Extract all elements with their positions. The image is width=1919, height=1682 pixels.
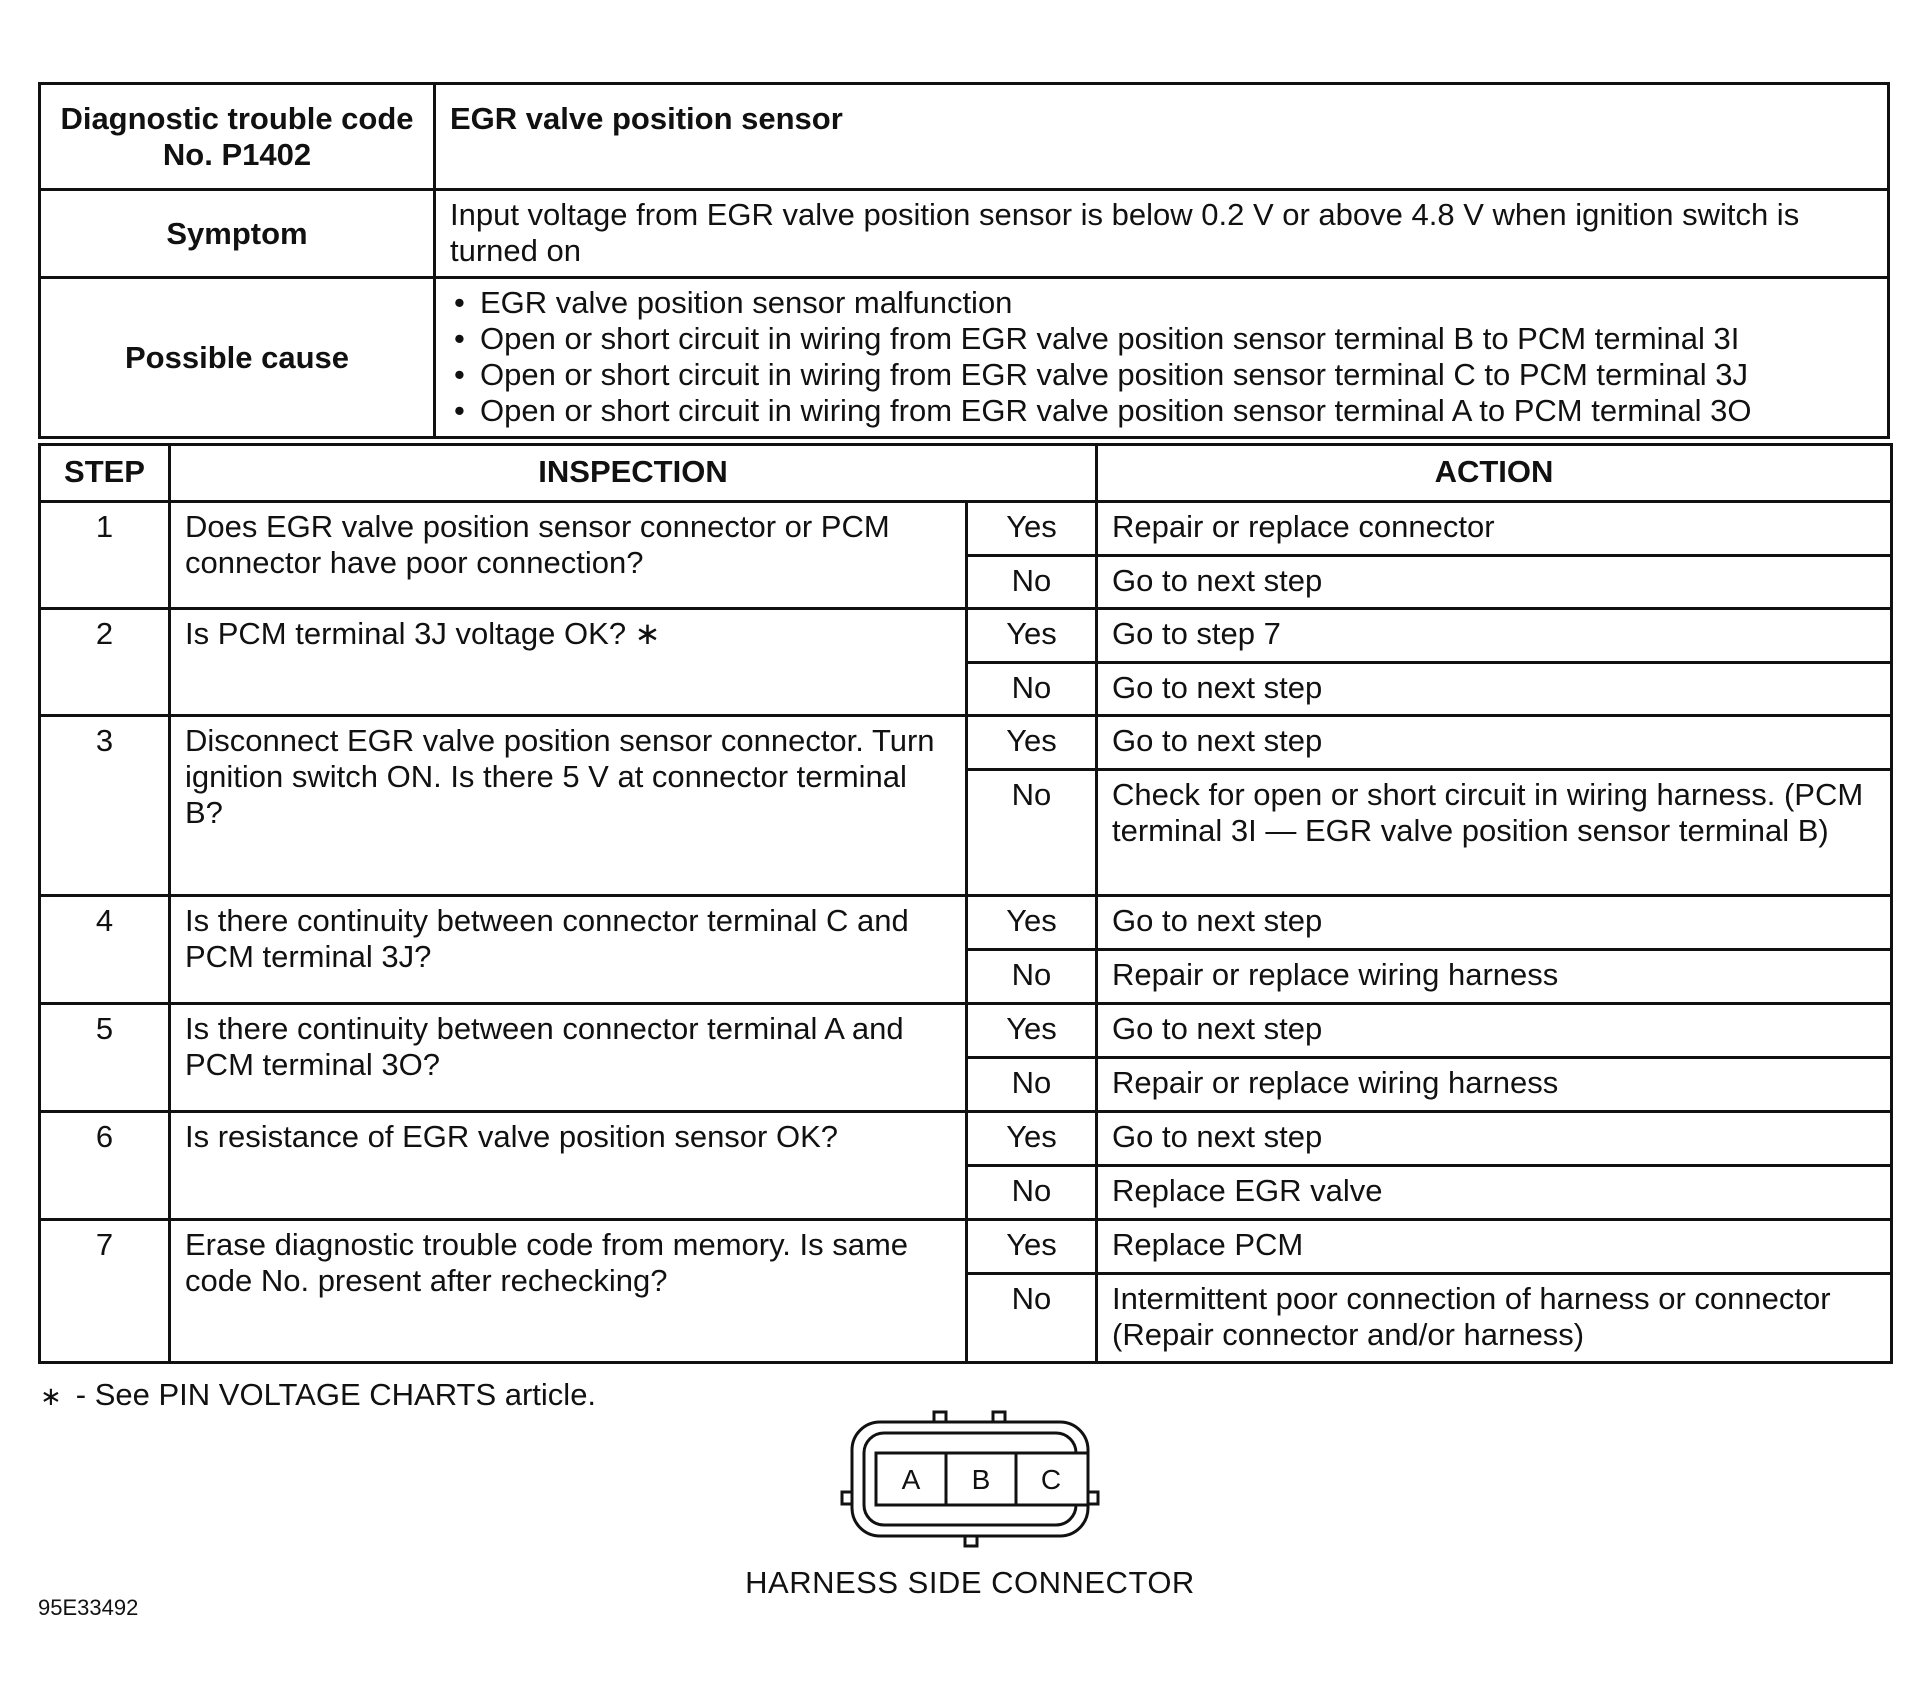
step-inspection: Is there continuity between connector terminal A and PCM terminal 3O? [170,1004,967,1112]
symptom-value: Input voltage from EGR valve position sensor is below 0.2 V or above 4.8 V when ignition switch is turned on [435,190,1889,278]
cause-label: Possible cause [40,278,435,438]
cause-item: • EGR valve position sensor malfunction [450,285,1873,321]
no-label: No [967,1274,1097,1363]
step-number: 4 [40,896,170,1004]
connector-pin-c: C [1040,1464,1062,1495]
connector-pin-a: A [901,1464,921,1495]
no-action: Check for open or short circuit in wiring harness. (PCM terminal 3I — EGR valve position sensor terminal B) [1097,770,1892,896]
yes-label: Yes [967,1112,1097,1166]
no-action: Repair or replace wiring harness [1097,1058,1892,1112]
table-row [40,716,1892,770]
step-number: 6 [40,1112,170,1220]
yes-action: Replace PCM [1097,1220,1892,1274]
step-number: 7 [40,1220,170,1363]
dtc-value: EGR valve position sensor [435,84,1889,190]
yes-action: Repair or replace connector [1097,502,1892,556]
table-row [40,1004,1892,1058]
table-row [40,502,1892,556]
yes-action: Go to next step [1097,716,1892,770]
no-action: Go to next step [1097,663,1892,716]
no-action: Replace EGR valve [1097,1166,1892,1220]
no-label: No [967,950,1097,1004]
yes-action: Go to next step [1097,1004,1892,1058]
table-row [40,896,1892,950]
symptom-row [40,190,1889,278]
cause-list-cell [435,278,1889,438]
col-inspection-header: INSPECTION [170,445,1097,502]
col-action-header: ACTION [1097,445,1892,502]
no-label: No [967,663,1097,716]
step-inspection: Does EGR valve position sensor connector or PCM connector have poor connection? [170,502,967,609]
step-inspection: Is resistance of EGR valve position sensor OK? [170,1112,967,1220]
yes-label: Yes [967,896,1097,950]
footnote-text: - See PIN VOLTAGE CHARTS article. [75,1377,597,1412]
no-action: Repair or replace wiring harness [1097,950,1892,1004]
asterisk-icon: ∗ [40,1381,62,1411]
yes-label: Yes [967,1004,1097,1058]
step-number: 5 [40,1004,170,1112]
table-row [40,609,1892,663]
cause-item: • Open or short circuit in wiring from EGR valve position sensor terminal C to PCM terminal 3J [450,357,1873,393]
yes-label: Yes [967,502,1097,556]
step-number: 1 [40,502,170,609]
connector-caption: HARNESS SIDE CONNECTOR [745,1565,1195,1600]
figure-id: 95E33492 [38,1595,139,1620]
no-action: Intermittent poor connection of harness or connector (Repair connector and/or harness) [1097,1274,1892,1363]
yes-label: Yes [967,1220,1097,1274]
no-action: Go to next step [1097,556,1892,609]
yes-action: Go to next step [1097,1112,1892,1166]
yes-action: Go to next step [1097,896,1892,950]
dtc-row [40,84,1889,190]
step-number: 2 [40,609,170,716]
no-label: No [967,770,1097,896]
yes-action: Go to step 7 [1097,609,1892,663]
cause-list [450,285,1873,429]
step-inspection: Is there continuity between connector terminal C and PCM terminal 3J? [170,896,967,1004]
yes-label: Yes [967,716,1097,770]
cause-item: • Open or short circuit in wiring from EGR valve position sensor terminal A to PCM terminal 3O [450,393,1873,429]
symptom-label: Symptom [40,190,435,278]
connector-side-tab [842,1492,852,1504]
step-inspection: Disconnect EGR valve position sensor connector. Turn ignition switch ON. Is there 5 V at connector terminal B? [170,716,967,896]
no-label: No [967,1058,1097,1112]
table-row [40,1220,1892,1274]
inspection-table [38,443,1893,1364]
footnote [40,1377,596,1413]
no-label: No [967,1166,1097,1220]
step-inspection: Erase diagnostic trouble code from memory. Is same code No. present after rechecking? [170,1220,967,1363]
dtc-label: Diagnostic trouble code No. P1402 [40,84,435,190]
cause-row [40,278,1889,438]
step-inspection: Is PCM terminal 3J voltage OK? ∗ [170,609,967,716]
table-row [40,1112,1892,1166]
yes-label: Yes [967,609,1097,663]
table-header-row [40,445,1892,502]
step-number: 3 [40,716,170,896]
connector-pin-b: B [971,1464,991,1495]
dtc-header-table [38,82,1890,439]
harness-connector-diagram [830,1400,1110,1560]
cause-item: • Open or short circuit in wiring from EGR valve position sensor terminal B to PCM terminal 3I [450,321,1873,357]
no-label: No [967,556,1097,609]
col-step-header: STEP [40,445,170,502]
